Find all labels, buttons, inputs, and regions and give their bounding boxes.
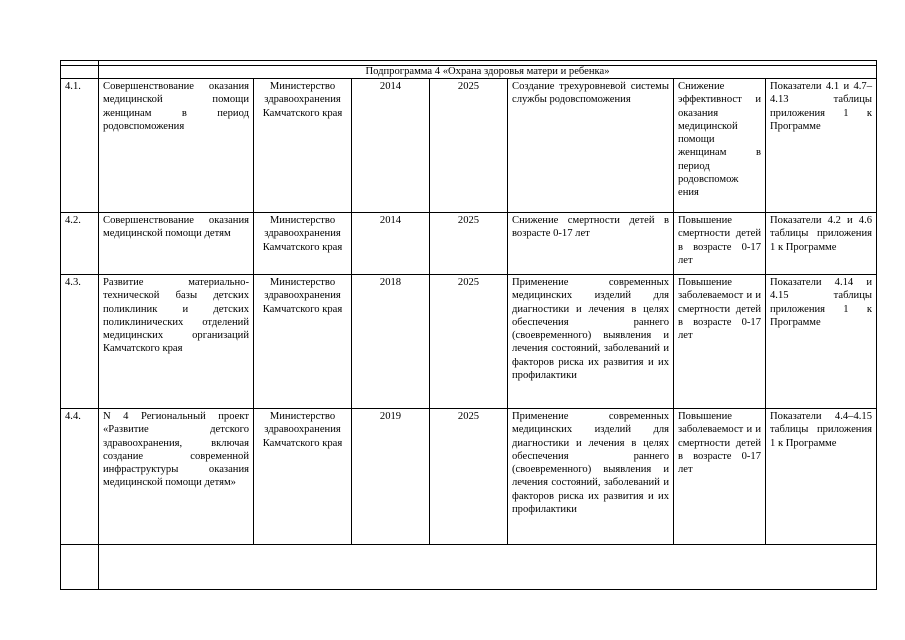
- consequences-cell: Снижение эффективност и оказания медицинской помощи женщинам в период родовспомож ения: [674, 79, 766, 213]
- end-year-cell: 2025: [430, 79, 508, 213]
- result-cell: Снижение смертности детей в возрасте 0-17 лет: [508, 213, 674, 275]
- row-number: 4.1.: [61, 79, 99, 213]
- table-row: [61, 275, 877, 409]
- start-year-cell: 2014: [352, 213, 430, 275]
- end-year-cell: 2025: [430, 213, 508, 275]
- document-page: [60, 60, 876, 590]
- subprogram-header-row: [61, 66, 877, 79]
- program-table: [60, 60, 877, 590]
- indicators-cell: Показатели 4.14 и 4.15 таблицы приложения 1 к Программе: [766, 275, 877, 409]
- consequences-cell: Повышение смертности детей в возрасте 0-17 лет: [674, 213, 766, 275]
- measure-cell: Совершенствование оказания медицинской помощи женщинам в период родовспоможения: [99, 79, 254, 213]
- start-year-cell: 2014: [352, 79, 430, 213]
- executor-cell: Министерство здравоохранения Камчатского края: [254, 213, 352, 275]
- end-year-cell: 2025: [430, 275, 508, 409]
- measure-cell: N 4 Региональный проект «Развитие детского здравоохранения, включая создание современной инфраструктуры оказания медицинской помощи детям»: [99, 409, 254, 545]
- result-cell: Применение современных медицинских изделий для диагностики и лечения в целях обеспечения раннего (своевременного) выявления и лечения состояний, заболеваний и факторов риска их развития и их профилактики: [508, 275, 674, 409]
- table-row: [61, 409, 877, 545]
- empty-row: [61, 545, 877, 590]
- table-row: [61, 79, 877, 213]
- subprogram-header: Подпрограмма 4 «Охрана здоровья матери и ребенка»: [99, 66, 877, 79]
- table-cell: [61, 545, 99, 590]
- row-number: 4.2.: [61, 213, 99, 275]
- consequences-cell: Повышение заболеваемост и и смертности детей в возрасте 0-17 лет: [674, 409, 766, 545]
- measure-cell: Совершенствование оказания медицинской помощи детям: [99, 213, 254, 275]
- consequences-cell: Повышение заболеваемост и и смертности детей в возрасте 0-17 лет: [674, 275, 766, 409]
- result-cell: Применение современных медицинских изделий для диагностики и лечения в целях обеспечения раннего (своевременного) выявления и лечения состояний, заболеваний и факторов риска их развития и их профилактики: [508, 409, 674, 545]
- end-year-cell: 2025: [430, 409, 508, 545]
- executor-cell: Министерство здравоохранения Камчатского края: [254, 79, 352, 213]
- table-row: [61, 213, 877, 275]
- row-number: 4.4.: [61, 409, 99, 545]
- start-year-cell: 2019: [352, 409, 430, 545]
- measure-cell: Развитие материально-технической базы детских поликлиник и детских поликлинических отделений медицинских организаций Камчатского края: [99, 275, 254, 409]
- table-cell: [61, 66, 99, 79]
- executor-cell: Министерство здравоохранения Камчатского края: [254, 275, 352, 409]
- indicators-cell: Показатели 4.1 и 4.7–4.13 таблицы приложения 1 к Программе: [766, 79, 877, 213]
- start-year-cell: 2018: [352, 275, 430, 409]
- indicators-cell: Показатели 4.2 и 4.6 таблицы приложения 1 к Программе: [766, 213, 877, 275]
- row-number: 4.3.: [61, 275, 99, 409]
- executor-cell: Министерство здравоохранения Камчатского края: [254, 409, 352, 545]
- table-cell: [99, 545, 877, 590]
- indicators-cell: Показатели 4.4–4.15 таблицы приложения 1 к Программе: [766, 409, 877, 545]
- result-cell: Создание трехуровневой системы службы родовспоможения: [508, 79, 674, 213]
